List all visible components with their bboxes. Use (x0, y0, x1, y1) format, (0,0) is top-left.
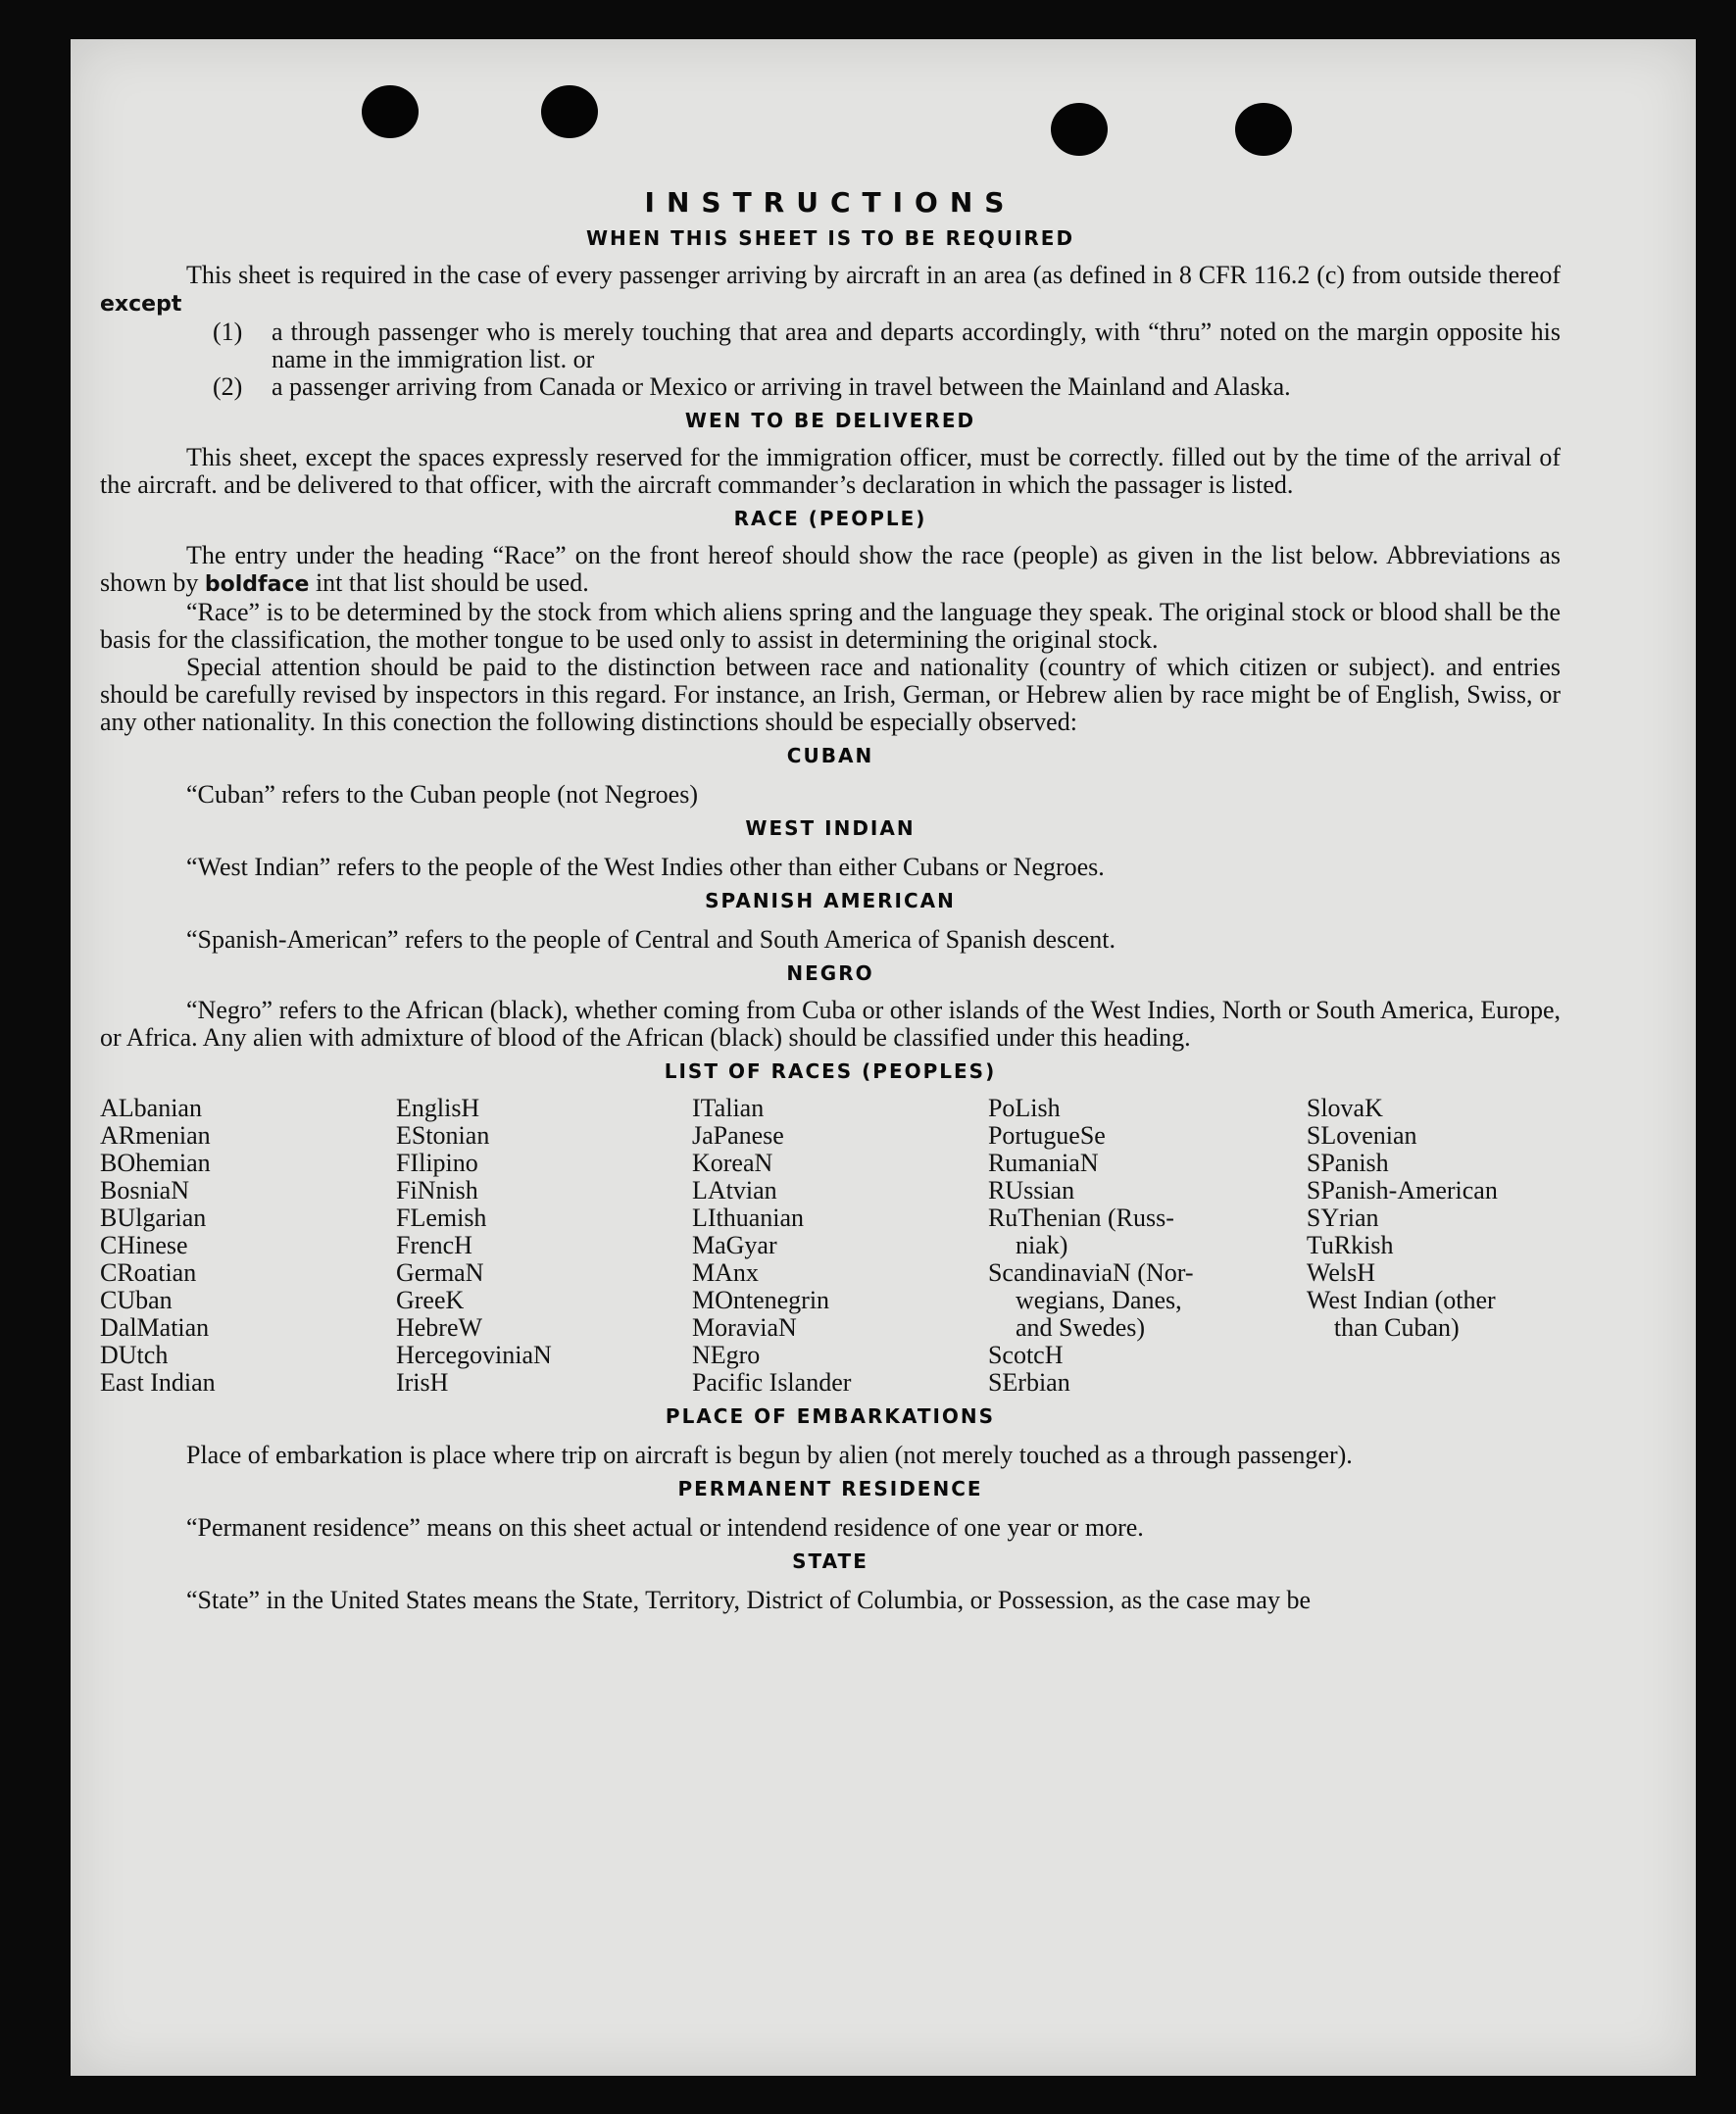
race-entry: ITalian (691, 1094, 765, 1122)
race-entry: ARmenian (100, 1121, 211, 1150)
race-entry: BUlgarian (100, 1204, 207, 1232)
punch-hole (362, 85, 419, 138)
race-entry: FiNnish (395, 1176, 478, 1204)
punch-hole (1235, 103, 1292, 156)
west-indian-paragraph: “West Indian” refers to the people of the West Indies other than either Cubans or Negroes. (186, 853, 1105, 881)
race-entry: GermaN (395, 1258, 484, 1287)
race-entry: Pacific Islander (691, 1368, 852, 1397)
race-entry: MaGyar (691, 1231, 777, 1259)
race-entry: West Indian (other (1306, 1286, 1496, 1314)
races-column (1307, 1095, 1561, 1397)
race-entry: BosniaN (100, 1176, 189, 1204)
punch-hole (541, 85, 598, 138)
race-entry: ScandinaviaN (Nor- (987, 1258, 1194, 1287)
race-entry: WelsH (1306, 1258, 1375, 1287)
race-entry: HercegoviniaN (395, 1341, 552, 1369)
delivered-paragraph: This sheet, except the spaces expressly reserved for the immigration officer, must be correctly. filled out by the time of the arrival of the aircraft. and be delivered to that officer, with the aircraft commander’s declaration in which the passager is listed. (100, 443, 1561, 499)
race-paragraph-1: The entry under the heading “Race” on the front hereof should show the race (people) as given in the list below. Abbreviations as shown by boldface int that list should be used. (100, 541, 1561, 597)
race-entry: EnglisH (395, 1094, 480, 1122)
race-entry: JaPanese (691, 1121, 784, 1150)
heading-race: RACE (PEOPLE) (733, 507, 927, 530)
cuban-paragraph: “Cuban” refers to the Cuban people (not Negroes) (186, 780, 698, 809)
race-entry: DUtch (100, 1341, 169, 1369)
race-entry: and Swedes) (1015, 1313, 1146, 1342)
document-page (71, 39, 1696, 2076)
race-entry: CHinese (100, 1231, 188, 1259)
except-emphasis: except (100, 292, 182, 317)
spanish-american-paragraph: “Spanish-American” refers to the people of Central and South America of Spanish descent. (186, 925, 1116, 954)
race-entry: KoreaN (691, 1149, 773, 1177)
race-entry: DalMatian (100, 1313, 210, 1342)
race-entry: SYrian (1306, 1204, 1379, 1232)
race-entry: TuRkish (1306, 1231, 1394, 1259)
race-entry: East Indian (100, 1368, 216, 1397)
required-paragraph: This sheet is required in the case of every passenger arriving by aircraft in an area (as defined in 8 CFR 116.2 (c) from outside thereof except (100, 261, 1561, 317)
punch-hole (1051, 103, 1108, 156)
race-entry: PortugueSe (987, 1121, 1106, 1150)
heading-when-required: WHEN THIS SHEET IS TO BE REQUIRED (585, 226, 1075, 250)
race-entry: PoLish (987, 1094, 1061, 1122)
heading-west-indian: WEST INDIAN (745, 816, 916, 840)
instructions-title: INSTRUCTIONS (644, 186, 1017, 219)
heading-state: STATE (792, 1549, 868, 1573)
instructions-content (100, 186, 1561, 1614)
negro-paragraph: “Negro” refers to the African (black), whether coming from Cuba or other islands of the West Indies, North or South America, Europe, or Africa. Any alien with admixture of blood of the African (black) should be classified under this heading. (100, 996, 1561, 1052)
heading-when-delivered: WEN TO BE DELIVERED (684, 409, 976, 432)
race-entry: wegians, Danes, (1015, 1286, 1182, 1314)
race-entry: MAnx (691, 1258, 759, 1287)
race-entry: EStonian (395, 1121, 490, 1150)
race-entry: niak) (1015, 1231, 1068, 1259)
race-entry: LAtvian (691, 1176, 777, 1204)
races-column (988, 1095, 1307, 1397)
exception-item: (2) a passenger arriving from Canada or Mexico or arriving in travel between the Mainland and Alaska. (213, 372, 1291, 401)
heading-cuban: CUBAN (786, 744, 874, 767)
race-entry: SlovaK (1306, 1094, 1383, 1122)
exception-list (100, 319, 1561, 401)
race-entry: IrisH (395, 1368, 449, 1397)
heading-permanent-residence: PERMANENT RESIDENCE (677, 1477, 983, 1500)
race-entry: NEgro (691, 1341, 761, 1369)
heading-list-of-races: LIST OF RACES (PEOPLES) (664, 1059, 997, 1083)
race-entry: BOhemian (100, 1149, 211, 1177)
heading-place-of-embarkation: PLACE OF EMBARKATIONS (665, 1404, 996, 1428)
races-column (100, 1095, 396, 1397)
race-entry: FIlipino (395, 1149, 478, 1177)
boldface-emphasis: boldface (204, 572, 310, 597)
state-paragraph: “State” in the United States means the State, Territory, District of Columbia, or Possession, as the case may be (186, 1586, 1311, 1614)
residence-paragraph: “Permanent residence” means on this sheet actual or intendend residence of one year or more. (186, 1513, 1144, 1542)
races-list (100, 1095, 1561, 1397)
race-entry: SErbian (987, 1368, 1070, 1397)
race-entry: SLovenian (1306, 1121, 1417, 1150)
embarkation-paragraph: Place of embarkation is place where trip on aircraft is begun by alien (not merely touched as a through passenger). (186, 1441, 1353, 1469)
race-entry: CUban (100, 1286, 173, 1314)
race-entry: LIthuanian (691, 1204, 805, 1232)
heading-negro: NEGRO (786, 961, 874, 985)
race-entry: HebreW (395, 1313, 483, 1342)
race-entry: RuThenian (Russ- (987, 1204, 1174, 1232)
race-entry: FLemish (395, 1204, 487, 1232)
races-column (396, 1095, 692, 1397)
race-paragraph-3: Special attention should be paid to the distinction between race and nationality (country of which citizen or subject). and entries should be carefully revised by inspectors in this regard. For instance, an Irish, German, or Hebrew alien by race might be of English, Swiss, or any other nationality. In this conection the following distinctions should be especially observed: (100, 653, 1561, 736)
race-paragraph-2: “Race” is to be determined by the stock from which aliens spring and the language they speak. The original stock or blood shall be the basis for the classification, the mother tongue to be used only to assist in determining the original stock. (100, 598, 1561, 654)
race-entry: RumaniaN (987, 1149, 1099, 1177)
race-entry: ALbanian (100, 1094, 202, 1122)
race-entry: MoraviaN (691, 1313, 797, 1342)
race-entry: SPanish (1306, 1149, 1389, 1177)
race-entry: than Cuban) (1333, 1313, 1460, 1342)
race-entry: RUssian (987, 1176, 1075, 1204)
exception-item: (1) a through passenger who is merely touching that area and departs accordingly, with “thru” noted on the margin opposite his name in the immigration list. or (213, 318, 1561, 373)
heading-spanish-american: SPANISH AMERICAN (705, 889, 956, 912)
race-entry: MOntenegrin (691, 1286, 830, 1314)
race-entry: GreeK (395, 1286, 465, 1314)
race-entry: FrencH (395, 1231, 472, 1259)
races-column (692, 1095, 988, 1397)
race-entry: ScotcH (987, 1341, 1064, 1369)
race-entry: SPanish-American (1306, 1176, 1498, 1204)
race-entry: CRoatian (100, 1258, 197, 1287)
